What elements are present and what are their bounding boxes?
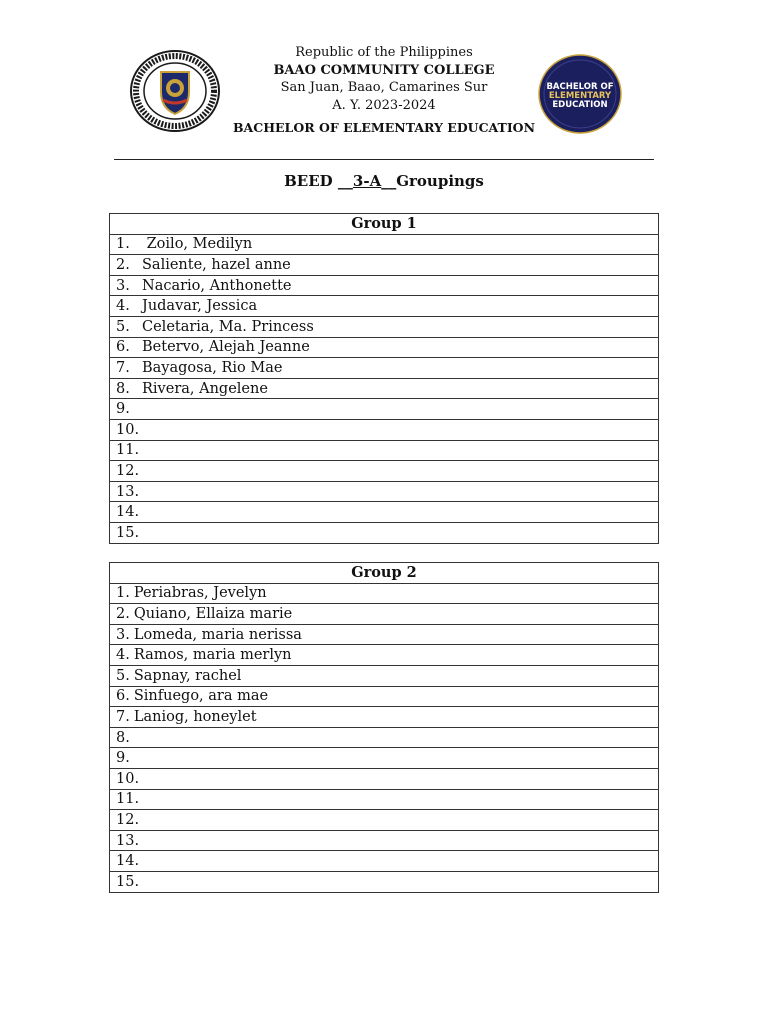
member-cell bbox=[110, 810, 659, 831]
member-cell bbox=[110, 358, 659, 379]
table-row bbox=[110, 255, 659, 276]
table-row bbox=[110, 810, 659, 831]
member-cell bbox=[110, 481, 659, 502]
member-cell bbox=[110, 419, 659, 440]
member-cell bbox=[110, 399, 659, 420]
table-row bbox=[110, 358, 659, 379]
program-name: BACHELOR OF ELEMENTARY EDUCATION bbox=[232, 120, 535, 135]
member-cell bbox=[110, 440, 659, 461]
table-row bbox=[110, 789, 659, 810]
table-row bbox=[110, 481, 659, 502]
member-name: Laniog, honeylet bbox=[133, 708, 257, 725]
table-row bbox=[110, 707, 659, 728]
member-name: Bayagosa, Rio Mae bbox=[142, 359, 283, 376]
program-emblem-logo bbox=[538, 54, 622, 134]
member-cell bbox=[110, 789, 659, 810]
row-number: 4. bbox=[116, 647, 130, 664]
table-row bbox=[110, 399, 659, 420]
row-number: 6. bbox=[116, 339, 130, 356]
emblem-line-1: BACHELOR OF bbox=[546, 82, 614, 92]
member-name: Nacario, Anthonette bbox=[142, 277, 292, 294]
member-cell bbox=[110, 583, 659, 604]
table-row bbox=[110, 502, 659, 523]
member-cell bbox=[110, 378, 659, 399]
member-name: Celetaria, Ma. Princess bbox=[142, 318, 314, 335]
member-cell bbox=[110, 234, 659, 255]
member-cell bbox=[110, 461, 659, 482]
header-divider bbox=[114, 159, 654, 160]
table-row bbox=[110, 851, 659, 872]
group-1-table bbox=[109, 213, 659, 544]
row-number: 4. bbox=[116, 298, 130, 315]
member-name: Zoilo, Medilyn bbox=[142, 236, 253, 253]
member-cell bbox=[110, 727, 659, 748]
member-cell bbox=[110, 337, 659, 358]
table-row bbox=[110, 583, 659, 604]
header-text-block bbox=[230, 44, 538, 137]
member-name: Periabras, Jevelyn bbox=[133, 585, 267, 602]
row-number: 7. bbox=[116, 708, 130, 725]
table-row bbox=[110, 748, 659, 769]
member-cell bbox=[110, 624, 659, 645]
member-cell bbox=[110, 707, 659, 728]
title-prefix: BEED __ bbox=[284, 172, 353, 190]
table-row bbox=[110, 461, 659, 482]
member-cell bbox=[110, 296, 659, 317]
academic-year: A. Y. 2023-2024 bbox=[332, 97, 436, 113]
member-cell bbox=[110, 665, 659, 686]
document-header bbox=[0, 40, 768, 140]
row-number: 11. bbox=[116, 442, 140, 459]
member-cell bbox=[110, 748, 659, 769]
member-cell bbox=[110, 316, 659, 337]
table-row bbox=[110, 275, 659, 296]
member-name: Saliente, hazel anne bbox=[142, 256, 291, 273]
member-cell bbox=[110, 686, 659, 707]
member-name: Rivera, Angelene bbox=[142, 380, 268, 397]
table-row bbox=[110, 234, 659, 255]
member-cell bbox=[110, 522, 659, 543]
member-name: Quiano, Ellaiza marie bbox=[133, 605, 293, 622]
table-row bbox=[110, 768, 659, 789]
member-cell bbox=[110, 275, 659, 296]
table-row bbox=[110, 522, 659, 543]
row-number: 11. bbox=[116, 791, 140, 808]
emblem-line-3: EDUCATION bbox=[552, 100, 608, 110]
row-number: 14. bbox=[116, 853, 140, 870]
row-number: 15. bbox=[116, 873, 140, 890]
row-number: 2. bbox=[116, 256, 130, 273]
table-row bbox=[110, 440, 659, 461]
table-row bbox=[110, 624, 659, 645]
member-cell bbox=[110, 830, 659, 851]
table-row bbox=[110, 871, 659, 892]
row-number: 15. bbox=[116, 524, 140, 541]
group-1-heading-row bbox=[110, 214, 659, 235]
group-2-heading-row bbox=[110, 563, 659, 584]
row-number: 12. bbox=[116, 811, 140, 828]
group-1-heading: Group 1 bbox=[110, 214, 659, 235]
member-name: Lomeda, maria nerissa bbox=[133, 626, 302, 643]
table-row bbox=[110, 337, 659, 358]
row-number: 6. bbox=[116, 688, 130, 705]
republic-line: Republic of the Philippines bbox=[295, 45, 473, 60]
member-cell bbox=[110, 768, 659, 789]
member-cell bbox=[110, 502, 659, 523]
table-row bbox=[110, 296, 659, 317]
college-address: San Juan, Baao, Camarines Sur bbox=[280, 80, 488, 95]
title-suffix: __Groupings bbox=[381, 172, 484, 190]
row-number: 1. bbox=[116, 236, 130, 253]
row-number: 9. bbox=[116, 750, 130, 767]
row-number: 7. bbox=[116, 359, 130, 376]
row-number: 2. bbox=[116, 605, 130, 622]
row-number: 5. bbox=[116, 318, 130, 335]
table-row bbox=[110, 419, 659, 440]
table-row bbox=[110, 830, 659, 851]
row-number: 13. bbox=[116, 483, 140, 500]
member-name: Sapnay, rachel bbox=[133, 667, 242, 684]
member-name: Betervo, Alejah Jeanne bbox=[142, 339, 310, 356]
row-number: 14. bbox=[116, 504, 140, 521]
row-number: 10. bbox=[116, 421, 140, 438]
group-2-heading: Group 2 bbox=[110, 563, 659, 584]
table-row bbox=[110, 727, 659, 748]
row-number: 10. bbox=[116, 770, 140, 787]
group-2-table bbox=[109, 562, 659, 893]
table-row bbox=[110, 645, 659, 666]
row-number: 5. bbox=[116, 667, 130, 684]
row-number: 1. bbox=[116, 585, 130, 602]
table-row bbox=[110, 604, 659, 625]
member-name: Judavar, Jessica bbox=[142, 298, 258, 315]
college-name: BAAO COMMUNITY COLLEGE bbox=[273, 62, 495, 78]
table-row bbox=[110, 316, 659, 337]
member-cell bbox=[110, 871, 659, 892]
row-number: 9. bbox=[116, 401, 130, 418]
row-number: 3. bbox=[116, 277, 130, 294]
table-row bbox=[110, 665, 659, 686]
member-cell bbox=[110, 255, 659, 276]
row-number: 12. bbox=[116, 462, 140, 479]
table-row bbox=[110, 378, 659, 399]
member-cell bbox=[110, 645, 659, 666]
row-number: 13. bbox=[116, 832, 140, 849]
emblem-line-2: ELEMENTARY bbox=[548, 91, 612, 101]
member-cell bbox=[110, 851, 659, 872]
title-section: 3-A bbox=[352, 172, 382, 190]
college-seal-logo bbox=[130, 50, 220, 132]
table-row bbox=[110, 686, 659, 707]
member-name: Sinfuego, ara mae bbox=[133, 688, 269, 705]
member-name: Ramos, maria merlyn bbox=[133, 647, 292, 664]
row-number: 8. bbox=[116, 729, 130, 746]
document-title bbox=[0, 172, 768, 190]
row-number: 8. bbox=[116, 380, 130, 397]
row-number: 3. bbox=[116, 626, 130, 643]
member-cell bbox=[110, 604, 659, 625]
